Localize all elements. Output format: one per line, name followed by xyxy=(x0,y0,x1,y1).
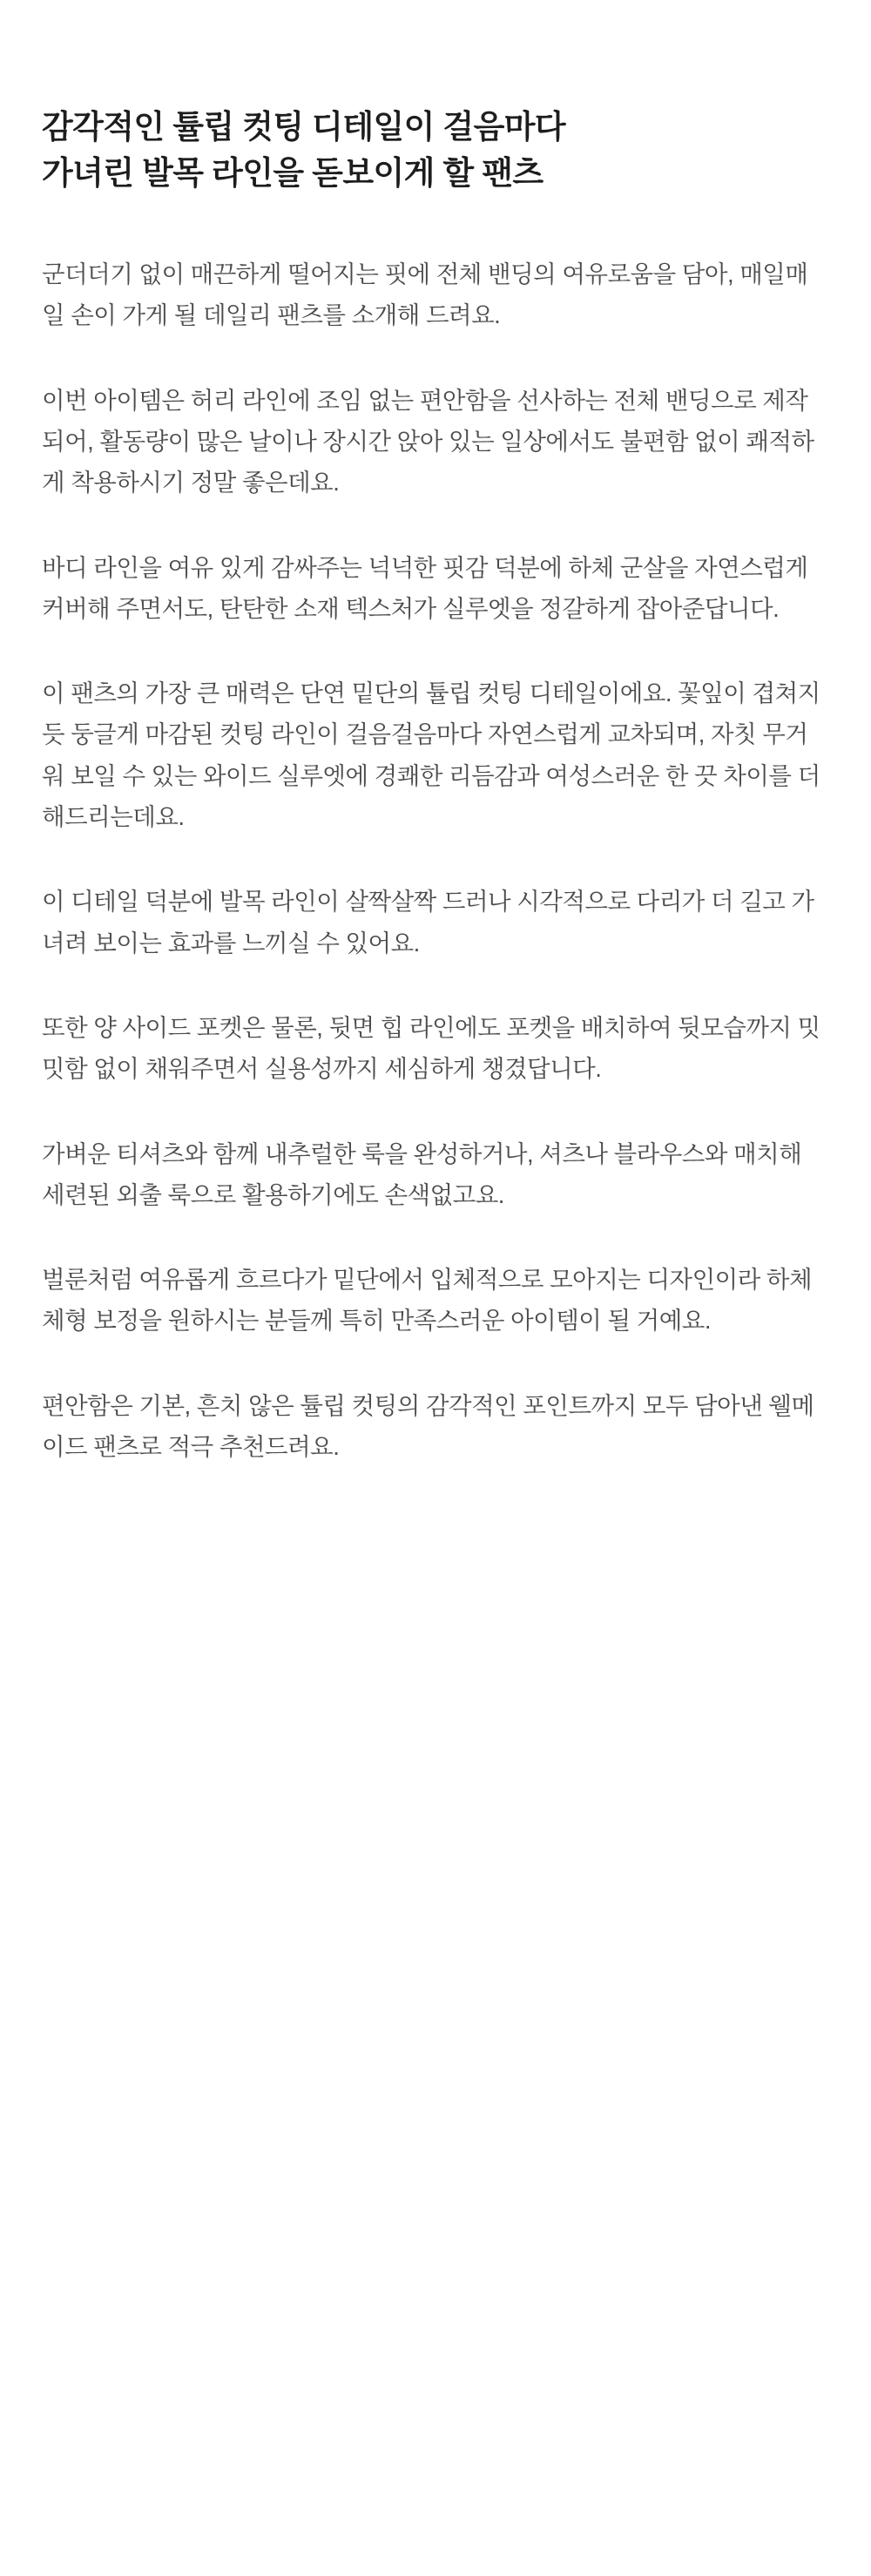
body-paragraph: 이 디테일 덕분에 발목 라인이 살짝살짝 드러나 시각적으로 다리가 더 길고 가녀려 보이는 효과를 느끼실 수 있어요. xyxy=(42,888,814,957)
page-title xyxy=(42,105,829,196)
body-paragraph: 바디 라인을 여유 있게 감싸주는 넉넉한 핏감 덕분에 하체 군살을 자연스럽게 커버해 주면서도, 탄탄한 소재 텍스처가 실루엣을 정갈하게 잡아준답니다. xyxy=(42,553,808,622)
page-title-line-1: 감각적인 튤립 컷팅 디테일이 걸음마다 xyxy=(42,109,565,145)
body-paragraph: 이 팬츠의 가장 큰 매력은 단연 밑단의 튤립 컷팅 디테일이에요. 꽃잎이 겹쳐지듯 둥글게 마감된 컷팅 라인이 걸음걸음마다 자연스럽게 교차되며, 자칫 무거워 보일 수 있는 와이드 실루엣에 경쾌한 리듬감과 여성스러운 한 끗 차이를 더해드리는데요. xyxy=(42,679,820,831)
body-paragraph: 가벼운 티셔츠와 함께 내추럴한 룩을 완성하거나, 셔츠나 블라우스와 매치해 세련된 외출 룩으로 활용하기에도 손색없고요. xyxy=(42,1139,802,1208)
body-paragraph: 또한 양 사이드 포켓은 물론, 뒷면 힙 라인에도 포켓을 배치하여 뒷모습까지 밋밋함 없이 채워주면서 실용성까지 세심하게 챙겼답니다. xyxy=(42,1013,820,1083)
body-paragraph: 벌룬처럼 여유롭게 흐르다가 밑단에서 입체적으로 모아지는 디자인이라 하체 체형 보정을 원하시는 분들께 특히 만족스러운 아이템이 될 거예요. xyxy=(42,1266,813,1335)
body-paragraph: 편안함은 기본, 흔치 않은 튤립 컷팅의 감각적인 포인트까지 모두 담아낸 웰메이드 팬츠로 적극 추천드려요. xyxy=(42,1391,814,1460)
product-description-article xyxy=(42,105,829,1467)
body-paragraph: 군더더기 없이 매끈하게 떨어지는 핏에 전체 밴딩의 여유로움을 담아, 매일매일 손이 가게 될 데일리 팬츠를 소개해 드려요. xyxy=(42,260,808,329)
body-paragraph: 이번 아이템은 허리 라인에 조임 없는 편안함을 선사하는 전체 밴딩으로 제작되어, 활동량이 많은 날이나 장시간 앉아 있는 일상에서도 불편함 없이 쾌적하게 착용하시기 정말 좋은데요. xyxy=(42,386,814,497)
page-title-line-2: 가녀린 발목 라인을 돋보이게 할 팬츠 xyxy=(42,154,544,191)
